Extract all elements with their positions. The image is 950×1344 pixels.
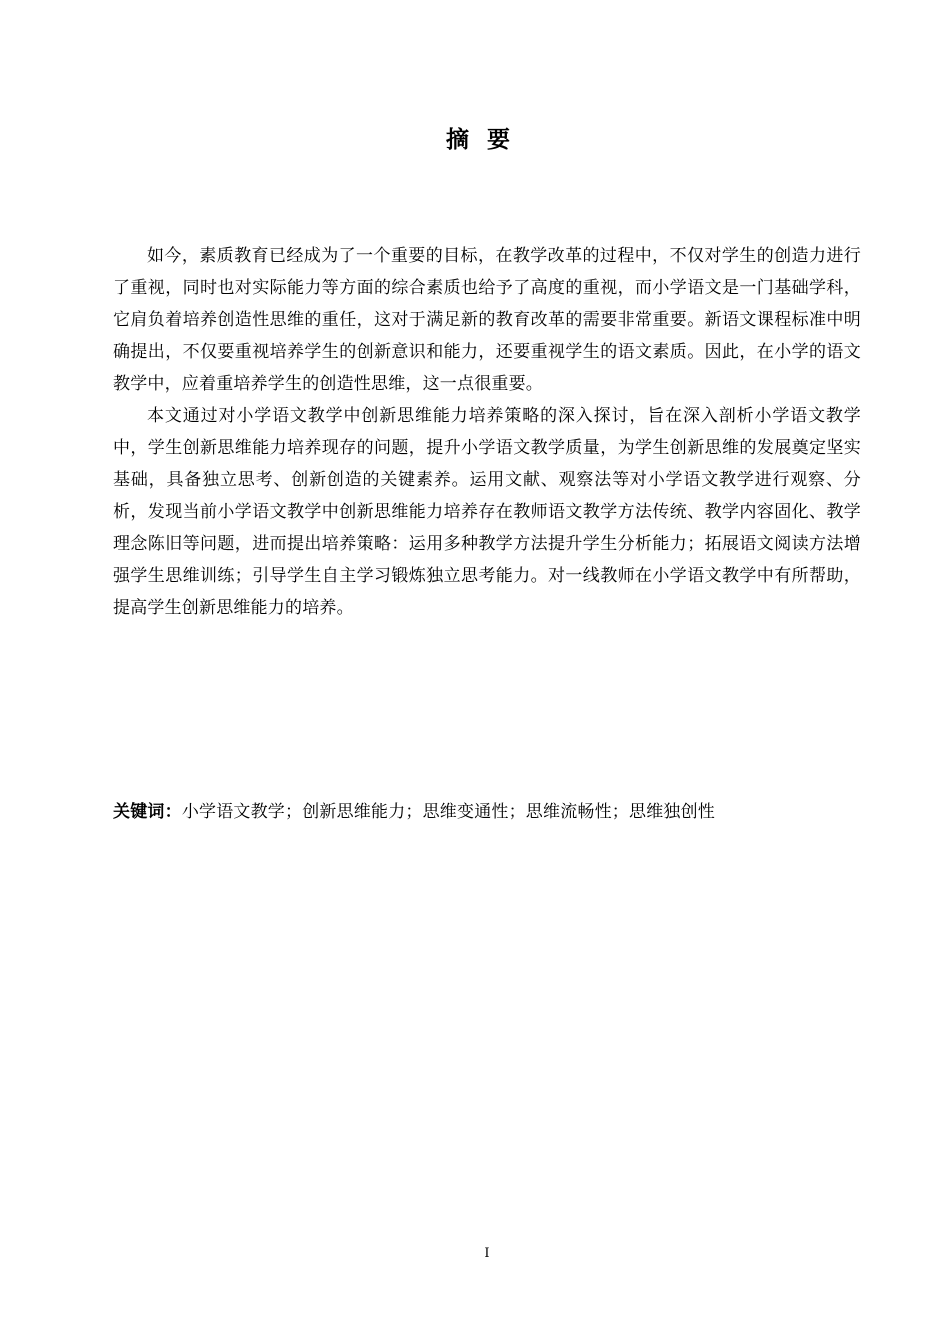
abstract-title: 摘要 <box>446 127 528 153</box>
keywords-label: 关键词： <box>113 802 182 822</box>
abstract-body <box>113 240 861 624</box>
keywords-line <box>113 796 861 828</box>
abstract-paragraph-2: 本文通过对小学语文教学中创新思维能力培养策略的深入探讨，旨在深入剖析小学语文教学中，学生创新思维能力培养现存的问题，提升小学语文教学质量，为学生创新思维的发展奠定坚实基础，具备独立思考、创新创造的关键素养。运用文献、观察法等对小学语文教学进行观察、分析，发现当前小学语文教学中创新思维能力培养存在教师语文教学方法传统、教学内容固化、教学理念陈旧等问题，进而提出培养策略：运用多种教学方法提升学生分析能力；拓展语文阅读方法增强学生思维训练；引导学生自主学习锻炼独立思考能力。对一线教师在小学语文教学中有所帮助，提高学生创新思维能力的培养。 <box>113 406 861 618</box>
page-number: I <box>484 1246 490 1261</box>
keywords-list: 小学语文教学；创新思维能力；思维变通性；思维流畅性；思维独创性 <box>181 802 716 822</box>
abstract-paragraph-1: 如今，素质教育已经成为了一个重要的目标，在教学改革的过程中，不仅对学生的创造力进行了重视，同时也对实际能力等方面的综合素质也给予了高度的重视，而小学语文是一门基础学科，它肩负着培养创造性思维的重任，这对于满足新的教育改革的需要非常重要。新语文课程标准中明确提出，不仅要重视培养学生的创新意识和能力，还要重视学生的语文素质。因此，在小学的语文教学中，应着重培养学生的创造性思维，这一点很重要。 <box>113 246 861 394</box>
